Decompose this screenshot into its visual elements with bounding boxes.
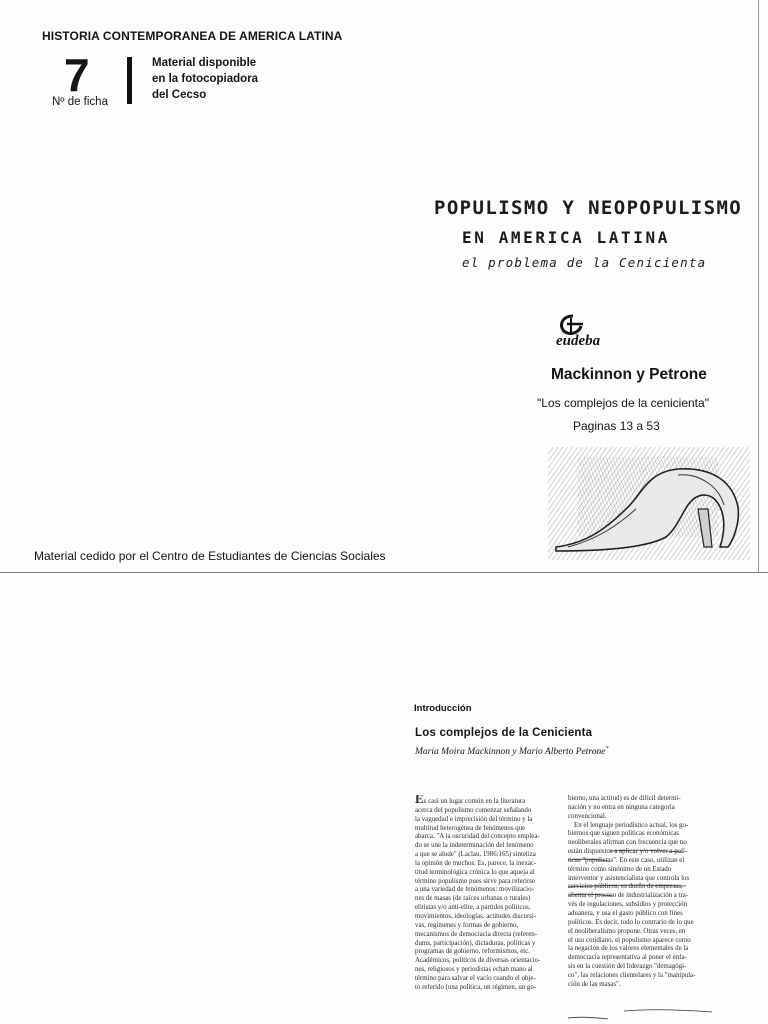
handwritten-title-line: EN AMERICA LATINA: [462, 228, 670, 247]
text-line: interventor y asistencialista que controla los: [568, 874, 690, 882]
text-line: servicios públicos, es dueño de empresas,: [568, 883, 683, 891]
text-line: la opinión de muchos. Es, parece, la inexac-: [415, 859, 537, 867]
text-line: dums, participación), dictaduras, políticas y: [415, 939, 536, 947]
sheet-number: 7: [64, 49, 90, 101]
text-line: vas, regímenes y formas de gobierno,: [415, 921, 519, 929]
text-line: En el lenguaje periodístico actual, los go-: [574, 821, 689, 829]
glass-slipper-illustration: [548, 447, 750, 560]
text-line: la negación de los valores elementales de la: [568, 945, 689, 953]
article-authors: [415, 746, 609, 757]
handwritten-underlines: [560, 850, 720, 1020]
text-line: vés de regulaciones, subsidios y protección: [568, 901, 688, 909]
text-line: están dispuestos a aplicar y/o volver a polí-: [568, 848, 688, 856]
page-edge: [758, 0, 759, 572]
drop-cap: E: [415, 795, 424, 806]
page-divider: [0, 572, 768, 573]
vertical-divider: [127, 57, 132, 104]
text-line: políticos. Es decir, todo lo contrario de lo que: [568, 918, 694, 926]
text-line: titud terminológica crónica lo que aqueja al: [415, 868, 535, 876]
text-line: democracia representativa al poner el énfa-: [568, 954, 687, 962]
credit-line: Material cedido por el Centro de Estudiantes de Ciencias Sociales: [34, 549, 386, 563]
material-line: Material disponible: [152, 57, 257, 69]
text-line: sis en la cuestión del liderazgo "demagógi-: [568, 963, 687, 971]
text-line: mecanismos de democracia directa (referen-: [415, 930, 538, 938]
text-line: to referido (una política, un régimen, un go-: [415, 983, 537, 991]
text-line: a una variedad de fenómenos: movilizacio-: [415, 886, 534, 894]
text-line: [415, 795, 573, 807]
material-line: del Cecso: [152, 89, 207, 101]
text-line: término como sinónimo de un Estado: [568, 865, 672, 873]
text-line: nes de masas (de raíces urbanas o rurales): [415, 895, 531, 903]
course-title: HISTORIA CONTEMPORANEA DE AMERICA LATINA: [42, 29, 343, 43]
text-line: multitud heterogénea de fenómenos que: [415, 824, 526, 832]
handwritten-subtitle-line: el problema de la Cenicienta: [462, 255, 707, 270]
text-line: el neoliberalismo propone. Otras veces, en: [568, 927, 686, 935]
text-line-content: s casi un lugar común en la literatura: [423, 798, 526, 805]
text-line: ticas "populistas". En este caso, utilizan el: [568, 856, 685, 864]
text-line: convencional.: [568, 812, 607, 820]
material-availability-note: [152, 55, 258, 103]
text-line: neoliberales afirman con frecuencia que no: [568, 839, 687, 847]
text-line: nes, religiosos y periodistas echan mano al: [415, 966, 533, 974]
text-line: ción de las masas".: [568, 980, 621, 988]
text-line: do se une la indeterminación del fenómeno: [415, 842, 534, 850]
text-line: acerca del populismo comenzar señalando: [415, 806, 532, 814]
text-line: movimientos, ideologías, actitudes discursi-: [415, 912, 537, 920]
text-line: el uso cotidiano, el populismo aparece como: [568, 936, 691, 944]
page-range: Paginas 13 a 53: [573, 419, 660, 433]
author-footnote-mark: *: [605, 746, 609, 752]
text-line: biernos que siguen políticas económicas: [568, 830, 679, 838]
text-line: a que se alude" (Laclau, 1986:165) sintetiza: [415, 851, 536, 859]
article-title: Los complejos de la Cenicienta: [415, 727, 593, 739]
text-line: nación y no entra en ninguna categoría: [568, 803, 675, 811]
text-line: bierno, una actitud) es de difícil determi-: [568, 795, 681, 802]
handwritten-title-line: POPULISMO Y NEOPOPULISMO: [434, 197, 743, 219]
text-line: Académicos, políticos de diversas orientacio-: [415, 957, 541, 965]
section-label: Introducción: [414, 703, 472, 714]
text-line: término para salvar el vacío cuando el obje-: [415, 974, 536, 982]
article-column-left: [415, 795, 573, 993]
article-authors-names: María Moira Mackinnon y Mario Alberto Petrone: [415, 747, 606, 758]
publisher-logo-text: eudeba: [556, 333, 601, 349]
text-line: elitistas y/o anti-elite, a partidos políticos,: [415, 904, 531, 912]
text-line: co", las relaciones clientelares y la "manipula-: [568, 971, 696, 979]
sheet-number-label: Nº de ficha: [52, 96, 108, 108]
text-line: programas de gobierno, reformismos, etc.: [415, 948, 531, 956]
material-line: en la fotocopiadora: [152, 73, 259, 85]
book-authors: Mackinnon y Petrone: [551, 366, 707, 383]
text-line: término populismo pues sirve para referirse: [415, 877, 535, 885]
text-line: aduanera, y usa el gasto público con fines: [568, 909, 683, 917]
text-line: alienta el proceso de industrialización a tra-: [568, 892, 689, 900]
text-line: la vaguedad e imprecisión del término y la: [415, 815, 533, 823]
chapter-title: "Los complejos de la cenicienta": [537, 396, 709, 410]
text-line: abarca. "A la oscuridad del concepto empleа-: [415, 833, 540, 841]
